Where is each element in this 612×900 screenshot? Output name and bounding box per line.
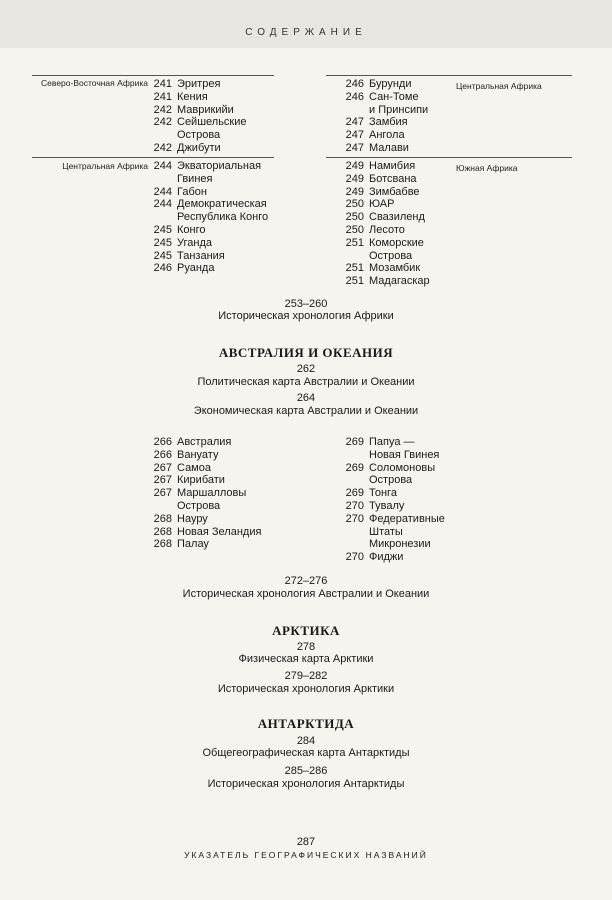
page-number [342, 474, 364, 487]
region-label: Северо-Восточная Африка [41, 78, 148, 88]
region-label: Центральная Африка [456, 81, 542, 91]
country-name: Соломоновы [369, 461, 436, 474]
country-name: Маврикийи [177, 103, 234, 116]
section-title: АНТАРКТИДА [257, 716, 355, 731]
country-name: Маршалловы [177, 487, 247, 500]
page-number: 251 [345, 275, 364, 288]
country-name: Науру [177, 512, 208, 525]
page-number: 247 [345, 141, 364, 154]
toc-entry [150, 78, 280, 91]
country-name: Лесото [369, 223, 405, 236]
page-number: 268 [153, 525, 172, 538]
toc-entry [342, 198, 454, 211]
country-name: Замбия [369, 116, 408, 129]
toc-entry [150, 142, 280, 155]
toc-entry [150, 237, 280, 250]
toc-entry [342, 91, 454, 104]
page-number [150, 500, 172, 513]
country-name: Ангола [369, 129, 405, 142]
country-name: ЮАР [369, 198, 395, 211]
country-name: Сан-Томе [369, 90, 419, 103]
item-title: Общегеографическая карта Антарктиды [202, 747, 410, 759]
page-number: 270 [345, 499, 364, 512]
toc-entry [150, 462, 310, 475]
page-number [342, 104, 364, 117]
page-number: 242 [153, 141, 172, 154]
country-list [342, 78, 454, 155]
country-list [342, 436, 502, 564]
toc-entry [150, 526, 310, 539]
country-name: Ботсвана [369, 172, 417, 185]
country-name: Конго [177, 223, 206, 236]
toc-entry [342, 449, 502, 462]
toc-entry [150, 173, 280, 186]
page-number [342, 526, 364, 539]
country-name: Кения [177, 90, 208, 103]
toc-entry [342, 211, 454, 224]
country-name: Новая Гвинея [369, 448, 440, 461]
toc-entry [342, 474, 502, 487]
country-name: Намибия [369, 160, 416, 172]
toc-entry [342, 513, 502, 526]
toc-entry [150, 224, 280, 237]
page-number [342, 250, 364, 263]
page-number: 245 [153, 223, 172, 236]
page-number: 249 [345, 172, 364, 185]
country-list [150, 160, 280, 275]
toc-entry [342, 129, 454, 142]
page-number [342, 538, 364, 551]
page-number: 241 [153, 90, 172, 103]
running-head: СОДЕРЖАНИЕ [245, 27, 367, 38]
page-number: 250 [345, 223, 364, 236]
page-number: 270 [345, 551, 364, 564]
page-number [150, 129, 172, 142]
country-name: Самоа [177, 461, 211, 474]
country-name: Эритрея [177, 78, 221, 90]
item-page: 285–286 [284, 765, 328, 777]
page-number: 269 [345, 487, 364, 500]
country-name: Австралия [177, 436, 232, 448]
toc-entry [150, 198, 280, 211]
toc-entry [342, 538, 502, 551]
toc-entry [342, 462, 502, 475]
toc-entry [342, 551, 502, 564]
toc-entry [342, 160, 454, 173]
country-name: Экваториальная [177, 160, 262, 172]
toc-entry [342, 436, 502, 449]
toc-entry [342, 173, 454, 186]
page-number: 267 [153, 474, 172, 487]
page-number: 268 [153, 512, 172, 525]
page-number: 245 [153, 249, 172, 262]
page-number: 268 [153, 538, 172, 551]
country-name: Кирибати [177, 474, 225, 487]
toc-entry [342, 142, 454, 155]
toc-entry [342, 262, 454, 275]
toc-entry [342, 104, 454, 117]
history-pages: 272–276 [284, 575, 328, 587]
page-number: 269 [345, 461, 364, 474]
section-title: АВСТРАЛИЯ И ОКЕАНИЯ [218, 345, 394, 360]
country-name: Федеративные [369, 512, 445, 525]
country-name: Острова [177, 499, 221, 512]
page-number: 251 [345, 236, 364, 249]
country-name: Сейшельские [177, 116, 247, 129]
toc-entry [150, 262, 280, 275]
map-page: 262 [296, 363, 316, 375]
page-number: 246 [345, 78, 364, 90]
item-page: 284 [296, 735, 316, 747]
page-number: 267 [153, 461, 172, 474]
country-name: Мадагаскар [369, 275, 430, 288]
country-name: Папуа — [369, 436, 415, 448]
toc-entry [150, 538, 310, 551]
toc-entry [150, 436, 310, 449]
country-name: Габон [177, 185, 207, 198]
country-name: Джибути [177, 141, 221, 154]
page-number [342, 449, 364, 462]
history-title: Историческая хронология Австралии и Океании [182, 588, 430, 600]
toc-entry [342, 500, 502, 513]
page-number: 250 [345, 198, 364, 211]
page-number: 242 [153, 116, 172, 129]
divider-rule [32, 75, 274, 76]
toc-entry [342, 237, 454, 250]
page-number: 249 [345, 160, 364, 172]
country-name: Острова [177, 129, 221, 142]
toc-entry [342, 526, 502, 539]
page-number: 244 [153, 185, 172, 198]
country-name: Штаты [369, 525, 403, 538]
toc-entry [342, 250, 454, 263]
page-number: 244 [153, 160, 172, 172]
country-name: Республика Конго [177, 211, 269, 224]
toc-entry [150, 474, 310, 487]
item-title: Историческая хронология Антарктиды [207, 778, 405, 790]
page-number: 247 [345, 129, 364, 142]
page-number: 266 [153, 436, 172, 448]
country-name: Уганда [177, 236, 212, 249]
page-number: 247 [345, 116, 364, 129]
map-title: Экономическая карта Австралии и Океании [193, 405, 419, 417]
page-number: 246 [345, 90, 364, 103]
toc-entry [150, 211, 280, 224]
country-list [342, 160, 454, 288]
page-number: 267 [153, 487, 172, 500]
toc-entry [150, 116, 280, 129]
toc-entry [150, 186, 280, 199]
toc-entry [150, 250, 280, 263]
item-title: Историческая хронология Арктики [217, 683, 395, 695]
toc-entry [150, 500, 310, 513]
history-pages: 253–260 [284, 298, 328, 310]
region-label: Центральная Африка [62, 161, 148, 171]
page-number: 250 [345, 211, 364, 224]
toc-entry [150, 449, 310, 462]
toc-entry [342, 275, 454, 288]
toc-entry [342, 487, 502, 500]
item-title: Физическая карта Арктики [238, 653, 374, 665]
country-name: Палау [177, 538, 209, 551]
map-page: 264 [296, 392, 316, 404]
divider-rule [326, 75, 572, 76]
country-list [150, 436, 310, 551]
country-name: Микронезии [369, 538, 431, 551]
toc-entry [342, 78, 454, 91]
item-page: 278 [296, 641, 316, 653]
page-number: 270 [345, 512, 364, 525]
country-name: Демократическая [177, 198, 267, 211]
toc-entry [342, 186, 454, 199]
country-name: Руанда [177, 262, 215, 275]
country-name: Гвинея [177, 172, 213, 185]
toc-entry [150, 129, 280, 142]
page-number: 246 [153, 262, 172, 275]
country-name: и Принсипи [369, 103, 429, 116]
divider-rule [32, 157, 274, 158]
country-name: Зимбабве [369, 185, 420, 198]
page-number: 249 [345, 185, 364, 198]
item-page: 279–282 [284, 670, 328, 682]
page-number [150, 173, 172, 186]
page-number: 241 [153, 78, 172, 90]
section-title: АРКТИКА [272, 623, 340, 638]
country-name: Тонга [369, 487, 397, 500]
history-title: Историческая хронология Африки [218, 310, 394, 322]
country-name: Коморские [369, 236, 424, 249]
country-name: Острова [369, 474, 413, 487]
map-title: Политическая карта Австралии и Океании [197, 376, 415, 388]
toc-entry [150, 513, 310, 526]
page-number: 269 [345, 436, 364, 448]
page-number: 244 [153, 198, 172, 211]
region-label: Южная Африка [456, 163, 518, 173]
toc-entry [150, 160, 280, 173]
toc-entry [342, 116, 454, 129]
country-name: Бурунди [369, 78, 412, 90]
country-name: Мозамбик [369, 262, 421, 275]
divider-rule [326, 157, 572, 158]
page-number: 266 [153, 448, 172, 461]
country-name: Танзания [177, 249, 225, 262]
header-bar [0, 0, 612, 48]
country-name: Фиджи [369, 551, 404, 564]
page-number: 245 [153, 236, 172, 249]
page-number [150, 211, 172, 224]
country-name: Тувалу [369, 499, 405, 512]
country-name: Острова [369, 249, 413, 262]
toc-entry [150, 487, 310, 500]
page-number: 242 [153, 103, 172, 116]
toc-entry [150, 91, 280, 104]
country-name: Свазиленд [369, 211, 425, 224]
index-title: УКАЗАТЕЛЬ ГЕОГРАФИЧЕСКИХ НАЗВАНИЙ [184, 850, 428, 860]
country-name: Малави [369, 141, 409, 154]
toc-entry [150, 104, 280, 117]
index-page: 287 [296, 836, 316, 848]
country-name: Вануату [177, 448, 219, 461]
country-list [150, 78, 280, 155]
page-number: 251 [345, 262, 364, 275]
country-name: Новая Зеландия [177, 525, 262, 538]
toc-entry [342, 224, 454, 237]
